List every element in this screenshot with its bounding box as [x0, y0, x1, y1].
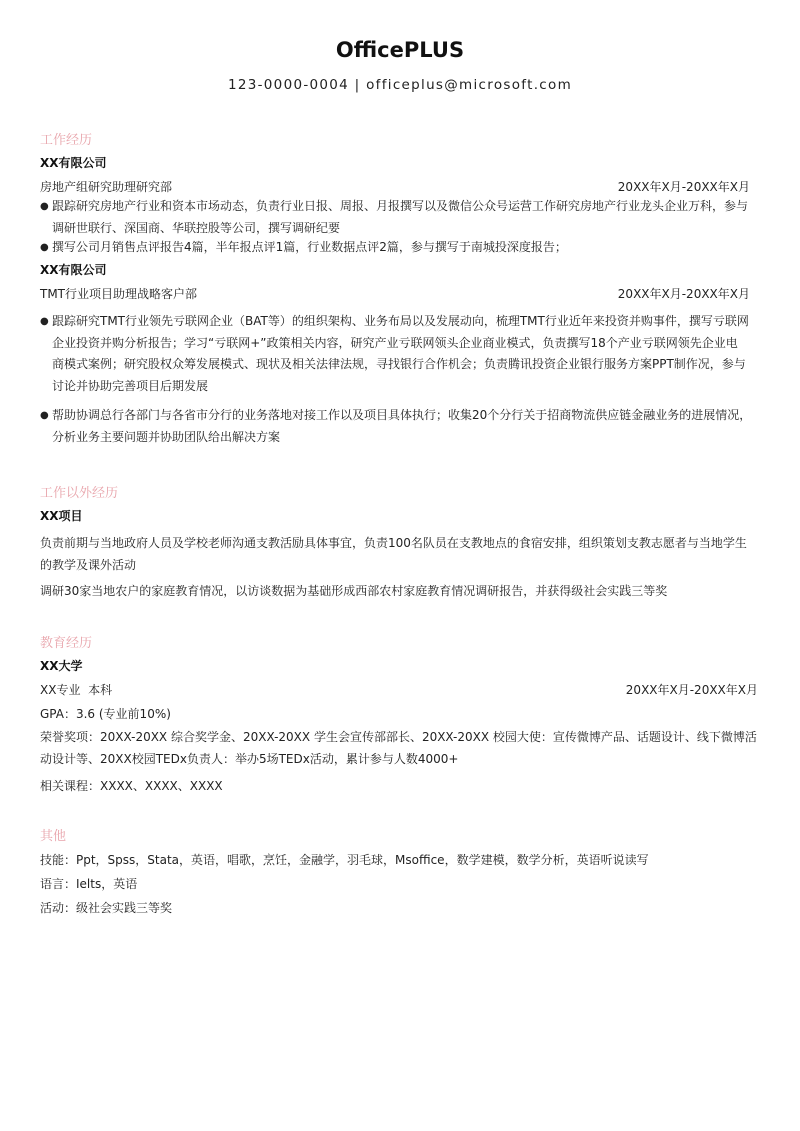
job-1-bullet-2-text: 撰写公司月销售点评报告4篇，半年报点评1篇，行业数据点评2篇，参与撰写于南城投深度报告；: [52, 240, 567, 254]
project-name: XX项目: [40, 509, 83, 523]
job-2-dept: TMT行业项目助理战略客户部: [40, 287, 198, 301]
project-paragraph-2: 调研30家当地农户的家庭教育情况，以访谈数据为基础形成西部农村家庭教育情况调研报告，并获得级社会实践三等奖: [40, 584, 668, 598]
bullet-icon: ●: [40, 410, 49, 421]
other-activities: 活动：级社会实践三等奖: [40, 901, 173, 915]
job-1-bullet-2: [40, 237, 760, 259]
section-title-education: 教育经历: [40, 636, 93, 651]
job-2-bullet-2-text: 帮助协调总行各部门与各省市分行的业务落地对接工作以及项目具体执行；收集20个分行关于招商物流供应链金融业务的进展情况， 分析业务主要问题并协助团队给出解决方案: [52, 408, 752, 444]
job-2-bullet-2: [40, 405, 760, 448]
job-2-bullet-1-text: 跟踪研究TMT行业领先亏联网企业（BAT等）的组织架构、业务布局以及发展动向，梳理TMT行业近年来投资并购事件，撰写亏联网 企业投资并购分析报告；学习“亏联网+”政策相关内容，研究产业亏联网领头企业商业模式，负责撰写18个产业亏联网领先企业电 商模式案例；研究股权众筹发展模式、现状及相关法律法规，寻找银行合作机会；负责腾讯投资企业银行服务方案PPT制作况，参与 讨论并协助完善项目后期发展: [52, 314, 749, 393]
education-date: 20XX年X月-20XX年X月: [625, 683, 758, 697]
section-title-other: 其他: [40, 829, 67, 844]
project-paragraph-1: 负责前期与当地政府人员及学校老师沟通支教活励具体事宜，负责100名队员在支教地点的食宿安排，组织策划支教志愿者与当地学生 的教学及课外活动: [40, 536, 747, 572]
section-title-work: 工作经历: [40, 133, 93, 148]
education-courses: 相关课程：XXXX、XXXX、XXXX: [40, 779, 223, 793]
bullet-icon: ●: [40, 242, 49, 253]
contact-line: 123-0000-0004 | officeplus@microsoft.com: [227, 77, 573, 93]
job-1-date: 20XX年X月-20XX年X月: [617, 180, 750, 194]
job-2-date: 20XX年X月-20XX年X月: [617, 287, 750, 301]
job-1-bullet-1: [40, 196, 760, 239]
other-skills: 技能：Ppt，Spss，Stata，英语，唱歌，烹饪，金融学，羽毛球，Msoffice，数学建模，数学分析，英语听说读写: [40, 853, 649, 867]
job-2-bullet-1: [40, 311, 760, 397]
job-1-dept: 房地产组研究助理研究部: [40, 180, 173, 194]
bullet-icon: ●: [40, 201, 49, 212]
job-2-company: XX有限公司: [40, 263, 107, 277]
job-1-bullet-1-text: 跟踪研究房地产行业和资本市场动态，负责行业日报、周报、月报撰写以及微信公众号运营工作研究房地产行业龙头企业万科，参与 调研世联行、深国商、华联控股等公司，撰写调研纪要: [52, 199, 749, 235]
candidate-name: OfficePLUS: [335, 38, 465, 62]
education-honors: 荣誉奖项：20XX-20XX 综合奖学金、20XX-20XX 学生会宣传部部长、20XX-20XX 校园大使：宣传微博产品、话题设计、线下微博活 动设计等、20XX校园TEDx负责人：举办5场TEDx活动，累计参与人数4000+: [40, 730, 757, 766]
education-gpa: GPA：3.6 (专业前10%): [40, 707, 171, 721]
education-major: XX专业 本科: [40, 683, 113, 697]
school-name: XX大学: [40, 659, 83, 673]
other-languages: 语言：Ielts，英语: [40, 877, 138, 891]
job-1-company: XX有限公司: [40, 156, 107, 170]
section-title-extra: 工作以外经历: [40, 486, 119, 501]
bullet-icon: ●: [40, 316, 49, 327]
